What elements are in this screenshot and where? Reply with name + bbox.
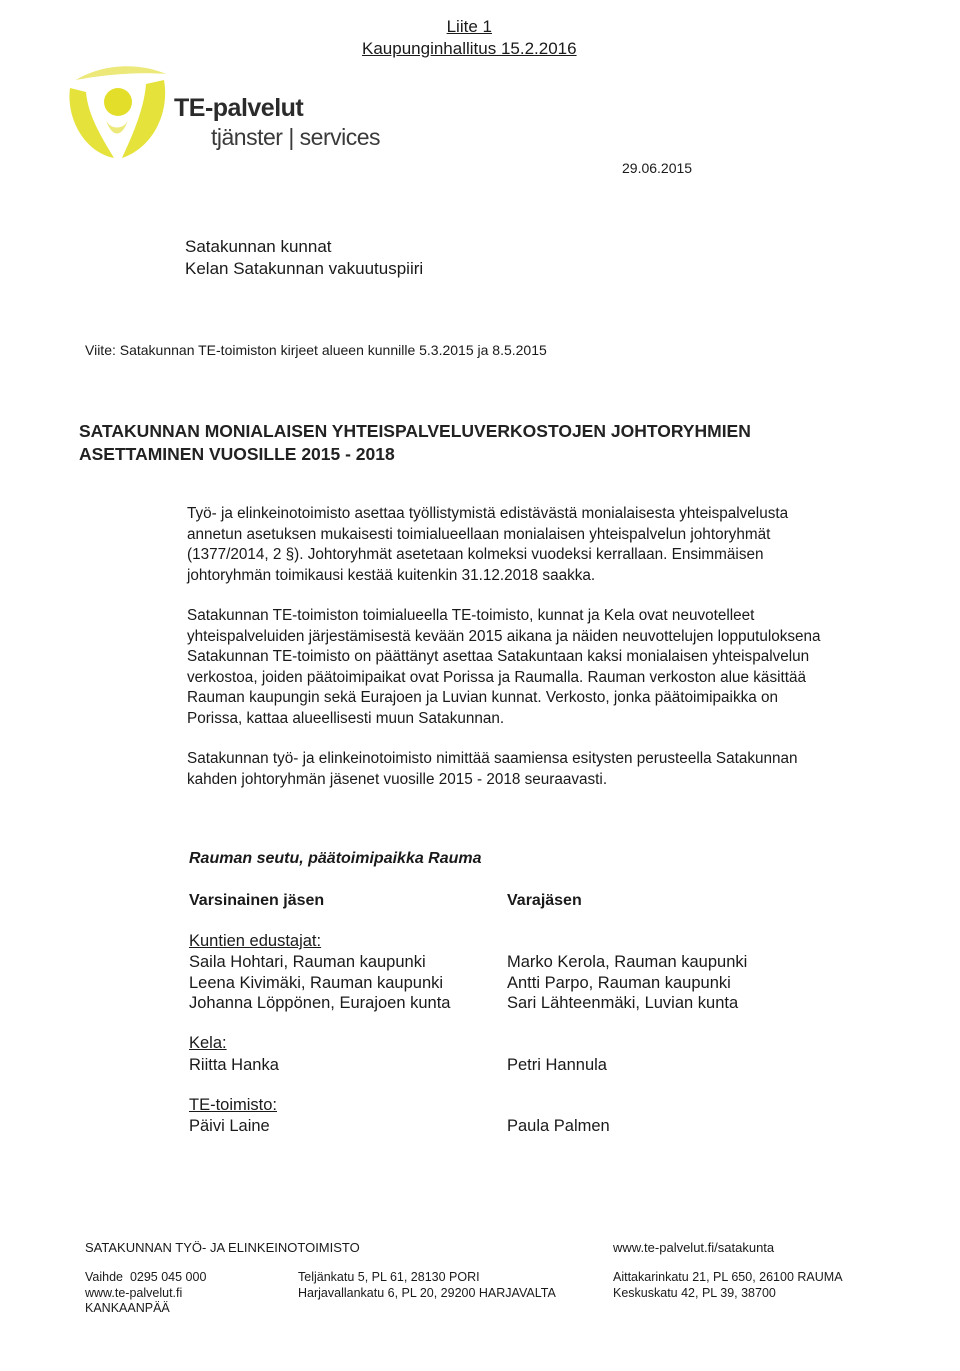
stamp-line-1: Liite 1	[446, 17, 492, 36]
paragraph-line: (1377/2014, 2 §). Johtoryhmät asetetaan kolmeksi vuodeksi kerrallaan. Ensimmäisen	[187, 546, 764, 563]
member-entry: Saila Hohtari, Rauman kaupunki	[189, 953, 426, 971]
kela-deputy: Petri Hannula	[507, 1056, 607, 1074]
kela-label: Kela:	[189, 1034, 227, 1052]
paragraph-2	[187, 606, 867, 729]
region-heading: Rauman seutu, päätoimipaikka Rauma	[189, 850, 482, 867]
te-logo-icon	[62, 58, 172, 162]
member-column-heading: Varsinainen jäsen	[189, 892, 325, 909]
paragraph-line: Porissa, kattaa alueellisesti muun Satakunnan.	[187, 709, 505, 727]
paragraph-line: Satakunnan työ- ja elinkeinotoimisto nimittää saamiensa esitysten perusteella Satakunnan	[187, 750, 798, 767]
deputy-column-heading: Varajäsen	[507, 892, 582, 909]
kela-member: Riitta Hanka	[189, 1056, 279, 1074]
paragraph-line: verkostoa, joiden päätoimipaikat ovat Porissa ja Raumalla. Rauman verkoston alue käsittää	[187, 668, 807, 686]
municipal-members	[189, 952, 450, 1014]
footer-organization: SATAKUNNAN TYÖ- JA ELINKEINOTOIMISTO	[85, 1240, 360, 1255]
footer-line: Teljänkatu 5, PL 61, 28130 PORI	[298, 1270, 480, 1284]
paragraph-1	[187, 504, 867, 586]
paragraph-line: annetun asetuksen mukaisesti toimialueellaan monialaisen yhteispalvelun johtoryhmät	[187, 525, 771, 543]
document-title	[79, 420, 751, 466]
member-entry: Leena Kivimäki, Rauman kaupunki	[189, 973, 444, 992]
footer-addresses-2	[613, 1270, 843, 1301]
title-line-2: ASETTAMINEN VUOSILLE 2015 - 2018	[79, 444, 395, 464]
te-palvelut-logo	[62, 58, 402, 168]
recipient-line: Satakunnan kunnat	[185, 237, 332, 256]
recipients	[185, 236, 423, 280]
letter-date: 29.06.2015	[622, 160, 693, 176]
footer-line: www.te-palvelut.fi	[85, 1285, 183, 1300]
footer-line: KANKAANPÄÄ	[85, 1301, 170, 1315]
paragraph-line: kahden johtoryhmän jäsenet vuosille 2015 - 2018 seuraavasti.	[187, 770, 608, 788]
paragraph-line: Rauman kaupungin sekä Eurajoen ja Luvian kunnat. Verkosto, jonka päätoimipaikka on	[187, 689, 779, 706]
paragraph-line: Satakunnan TE-toimiston toimialueella TE-toimisto, kunnat ja Kela ovat neuvotelleet	[187, 607, 755, 624]
te-office-member: Päivi Laine	[189, 1117, 270, 1135]
municipal-deputies	[507, 952, 747, 1014]
paragraph-line: Työ- ja elinkeinotoimisto asettaa työllistymistä edistävästä monialaisesta yhteispalvelusta	[187, 505, 789, 522]
member-entry: Johanna Löppönen, Eurajoen kunta	[189, 994, 451, 1012]
footer-line: Vaihde 0295 045 000	[85, 1270, 207, 1284]
deputy-entry: Antti Parpo, Rauman kaupunki	[507, 973, 731, 992]
title-line-1: SATAKUNNAN MONIALAISEN YHTEISPALVELUVERKOSTOJEN JOHTORYHMIEN	[79, 421, 751, 441]
footer-contact	[85, 1270, 206, 1317]
recipient-line: Kelan Satakunnan vakuutuspiiri	[185, 259, 424, 278]
te-office-deputy: Paula Palmen	[507, 1117, 610, 1135]
footer-website: www.te-palvelut.fi/satakunta	[613, 1240, 775, 1255]
footer-line: Aittakarinkatu 21, PL 650, 26100 RAUMA	[613, 1270, 843, 1284]
footer-line: Keskuskatu 42, PL 39, 38700	[613, 1285, 776, 1300]
municipal-label: Kuntien edustajat:	[189, 932, 322, 950]
logo-title: TE-palvelut	[174, 94, 304, 122]
footer-addresses-1	[298, 1270, 556, 1301]
paragraph-line: johtoryhmän toimikausi kestää kuitenkin 31.12.2018 saakka.	[187, 566, 596, 584]
paragraph-line: yhteispalveluiden järjestämisestä kevään 2015 aikana ja näiden neuvottelujen lopputuloksena	[187, 627, 821, 645]
paragraph-line: Satakunnan TE-toimisto on päättänyt asettaa Satakuntaan kaksi monialaisen yhteispalvelun	[187, 648, 810, 665]
deputy-entry: Marko Kerola, Rauman kaupunki	[507, 953, 748, 971]
reference-line: Viite: Satakunnan TE-toimiston kirjeet alueen kunnille 5.3.2015 ja 8.5.2015	[85, 342, 547, 358]
stamp-line-2: Kaupunginhallitus 15.2.2016	[362, 39, 577, 58]
deputy-entry: Sari Lähteenmäki, Luvian kunta	[507, 994, 739, 1012]
footer-line: Harjavallankatu 6, PL 20, 29200 HARJAVALTA	[298, 1285, 556, 1300]
attachment-stamp	[362, 16, 577, 60]
logo-subtitle: tjänster | services	[211, 124, 381, 150]
te-office-label: TE-toimisto:	[189, 1096, 278, 1114]
paragraph-3	[187, 749, 867, 790]
